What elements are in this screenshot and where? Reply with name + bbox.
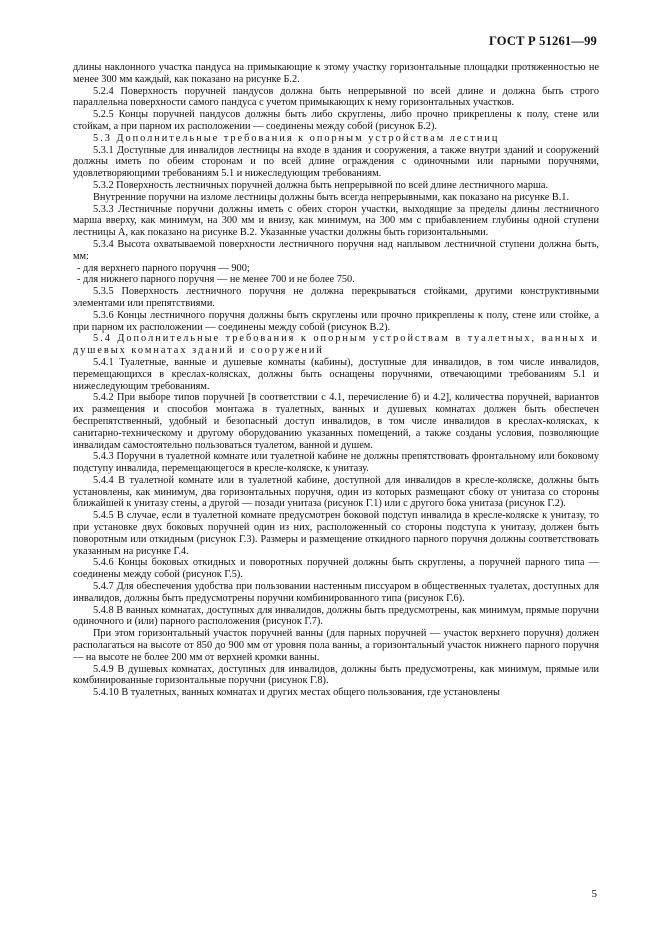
paragraph: 5.2.5 Концы поручней пандусов должны быть либо скруглены, либо прочно прикреплены к полу, стене или стойкам, а при парном их расположении — соединены между собой (рисунок Б.2). [73,109,599,132]
paragraph: 5.3.6 Концы лестничного поручня должны быть скруглены или прочно прикреплены к полу, стене или стойке, а при парном их расположении — соединены между собой (рисунок В.2). [73,309,599,333]
paragraph: 5.4.8 В ванных комнатах, доступных для инвалидов, должны быть предусмотрены, как минимум, прямые поручни одиночного и (или) парного расположения (рисунок Г.7). [73,604,599,628]
paragraph: 5.4.4 В туалетной комнате или в туалетной кабине, доступной для инвалидов в кресле-коляске, должны быть установлены, как минимум, два горизонтальных поручня, один из которых размещают сбоку от унитаза со стороны ближайшей к унитазу стены, а другой — позади унитаза (рисунок Г.1) или с другого бока унитаза (рисунок Г.2). [73,474,599,510]
paragraph: 5.4.2 При выборе типов поручней [в соответствии с 4.1, перечисление б) и 4.2], количества поручней, вариантов их размещения и способов монтажа в туалетных, ванных и душевых комнатах должен быть обеспечен беспрепятственный, удобный и безопасный доступ инвалидов, в том числе инвалидов в креслах-колясках, к санитарно-техническому и другому оборудованию указанных помещений, а также созданы условия, позволяющие инвалидам самостоятельно пользоваться туалетом, ванной и душем. [73,392,599,451]
paragraph: 5.3.3 Лестничные поручни должны иметь с обеих сторон участки, выходящие за пределы длины лестничного марша вверху, как минимум, на 300 мм и внизу, как минимум, на 300 мм с прибавлением глубины одной ступени лестницы А, как показано на рисунке В.2. Указанные участки должны быть горизонтальными. [73,203,599,239]
paragraph: 5.3.1 Доступные для инвалидов лестницы на входе в здания и сооружения, а также внутри зданий и сооружений должны иметь по обеим сторонам и по всей длине ограждения с одиночными или парными поручнями, удовлетворяющими требованиям 5.1 и нижеследующим требованиям. [73,144,599,180]
list-item: - для нижнего парного поручня — не менее 700 и не более 750. [77,274,355,286]
document-header: ГОСТ Р 51261—99 [488,34,597,48]
paragraph: 5.4.1 Туалетные, ванные и душевые комнаты (кабины), доступные для инвалидов, в том числе инвалидов, перемещающихся в креслах-колясках, должны быть оснащены поручнями, отвечающими требованиям 5.1 и нижеследующим требованиям. [73,356,599,392]
paragraph: 5.4.5 В случае, если в туалетной комнате предусмотрен боковой подступ инвалида в кресле-коляске к унитазу, то при установке двух боковых поручней один из них, расположенный со стороны подступа к унитазу, должен быть поворотным или откидным (рисунок Г.3). Размеры и размещение откидного парного поручня должны соответствовать указанным на рисунке Г.4. [73,510,599,557]
list-item: - для верхнего парного поручня — 900; [77,262,250,274]
paragraph: При этом горизонтальный участок поручней ванны (для парных поручней — участок верхнего поручня) должен располагаться на высоте от 850 до 900 мм от уровня пола ванны, а горизонтальный участок нижнего парного поручня — на высоте не более 200 мм от верхней кромки ванны. [73,628,599,663]
paragraph: 5.4.9 В душевых комнатах, доступных для инвалидов, должны быть предусмотрены, как минимум, прямые или комбинированные горизонтальные поручни (рисунок Г.8). [73,663,599,687]
page-number: 5 [591,888,597,900]
paragraph: 5.3.4 Высота охватываемой поверхности лестничного поручня над наплывом лестничной ступени должна быть, мм: [73,238,599,262]
paragraph: 5.4.3 Поручни в туалетной комнате или туалетной кабине не должны препятствовать фронтальному или боковому подступу инвалида, перемещающегося в кресле-коляске, к унитазу. [73,451,599,475]
section-heading: 5.4 Дополнительные требования к опорным устройствам в туалетных, ванных и душевых комнатах зданий и сооружений [73,333,599,357]
section-heading: 5.3 Дополнительные требования к опорным устройствам лестниц [93,132,500,144]
paragraph: 5.4.7 Для обеспечения удобства при пользовании настенным писсуаром в общественных туалетах, доступных для инвалидов, должны быть предусмотрены поручни комбинированного типа (рисунок Г.6). [73,581,599,604]
paragraph: 5.2.4 Поверхность поручней пандусов должна быть непрерывной по всей длине и должна быть строго параллельна поверхности самого пандуса с учетом примыкающих к нему горизонтальных участков. [73,85,599,109]
document-body [73,62,599,699]
paragraph: 5.3.2 Поверхность лестничных поручней должна быть непрерывной по всей длине лестничного марша. [93,179,549,191]
paragraph: длины наклонного участка пандуса на примыкающие к этому участку горизонтальные площадки протяженностью не менее 300 мм каждый, как показано на рисунке Б.2. [73,62,599,85]
paragraph: 5.4.10 В туалетных, ванных комнатах и других местах общего пользования, где установлены [93,687,500,699]
paragraph: 5.4.6 Концы боковых откидных и поворотных поручней должны быть скруглены, а поручней парного типа — соединены между собой (рисунок Г.5). [73,557,599,581]
paragraph: Внутренние поручни на изломе лестницы должны быть всегда непрерывными, как показано на рисунке В.1. [93,191,570,203]
paragraph: 5.3.5 Поверхность лестничного поручня не должна перекрываться стойками, другими конструктивными элементами или препятствиями. [73,286,599,309]
